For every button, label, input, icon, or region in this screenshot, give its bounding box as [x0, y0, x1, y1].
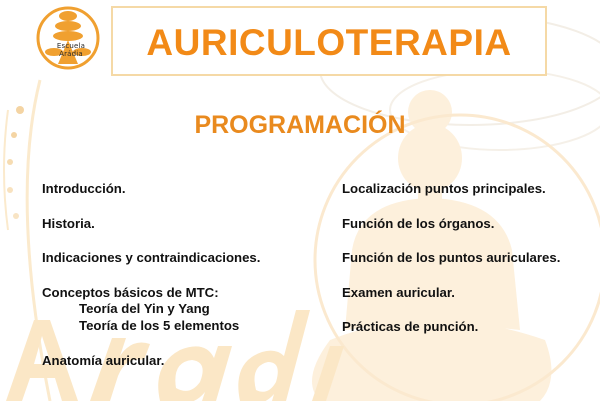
school-logo-icon — [36, 2, 100, 72]
list-item: Anatomía auricular. — [42, 353, 165, 368]
list-item: Prácticas de punción. — [342, 319, 479, 334]
list-item: Examen auricular. — [342, 285, 455, 300]
logo-text: Escuela Arádia — [56, 42, 86, 58]
list-item: Introducción. — [42, 181, 126, 196]
sub-list-item: Teoría de los 5 elementos — [79, 318, 240, 333]
list-item: Localización puntos principales. — [342, 181, 546, 196]
list-item: Conceptos básicos de MTC: — [42, 285, 219, 300]
title-banner — [111, 6, 547, 76]
sub-list-item: Teoría del Yin y Yang — [79, 301, 210, 316]
page-title: AURICULOTERAPIA — [146, 22, 512, 63]
list-item: Historia. — [42, 216, 95, 231]
section-subtitle: PROGRAMACIÓN — [194, 111, 406, 139]
list-item: Indicaciones y contraindicaciones. — [42, 250, 261, 265]
list-item: Función de los puntos auriculares. — [342, 250, 561, 265]
list-item: Función de los órganos. — [342, 216, 495, 231]
